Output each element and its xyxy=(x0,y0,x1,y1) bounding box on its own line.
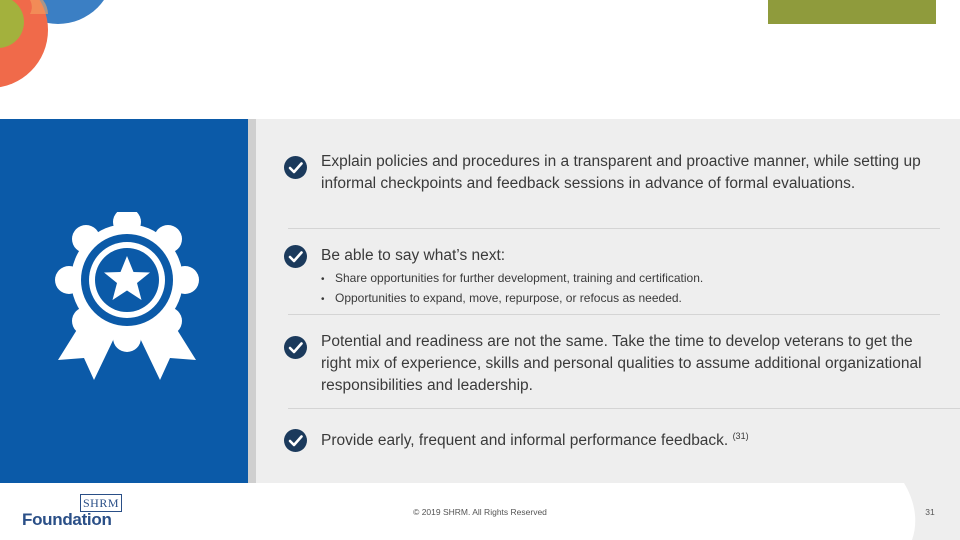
item-text-main: Provide early, frequent and informal performance feedback. xyxy=(321,432,729,449)
page-number: 31 xyxy=(925,507,935,517)
sub-bullet-item: • Opportunities to expand, move, repurpose, or refocus as needed. xyxy=(321,289,703,309)
divider xyxy=(288,408,960,409)
logo-foundation-text: Foundation xyxy=(22,510,112,529)
item-text: Be able to say what’s next: xyxy=(321,247,506,264)
item-text: Potential and readiness are not the same. Take the time to develop veterans to get the right mix of experience, skills and personal qualities to assume additional organizational responsibilities and leadership. xyxy=(321,333,922,394)
decorative-circles xyxy=(0,0,120,120)
side-panel-edge xyxy=(248,119,256,483)
checkmark-icon xyxy=(284,336,307,359)
item-text: Explain policies and procedures in a transparent and proactive manner, while setting up informal checkpoints and feedback sessions in advance of formal evaluations. xyxy=(321,153,921,192)
copyright: © 2019 SHRM. All Rights Reserved xyxy=(413,507,547,517)
citation: (31) xyxy=(732,431,749,441)
checkmark-icon xyxy=(284,429,307,452)
divider xyxy=(288,228,940,229)
sub-bullet-list xyxy=(321,269,703,309)
checkmark-icon xyxy=(284,156,307,179)
checkmark-icon xyxy=(284,245,307,268)
shrm-foundation-logo xyxy=(22,494,132,534)
award-ribbon-star-icon xyxy=(54,212,200,384)
header-accent-bar xyxy=(768,0,936,24)
item-text xyxy=(321,425,926,452)
decorative-footer-shape xyxy=(860,483,960,540)
divider xyxy=(288,314,940,315)
sub-bullet-item: • Share opportunities for further development, training and certification. xyxy=(321,269,703,289)
logo-shrm-mark: SHRM xyxy=(80,494,122,512)
